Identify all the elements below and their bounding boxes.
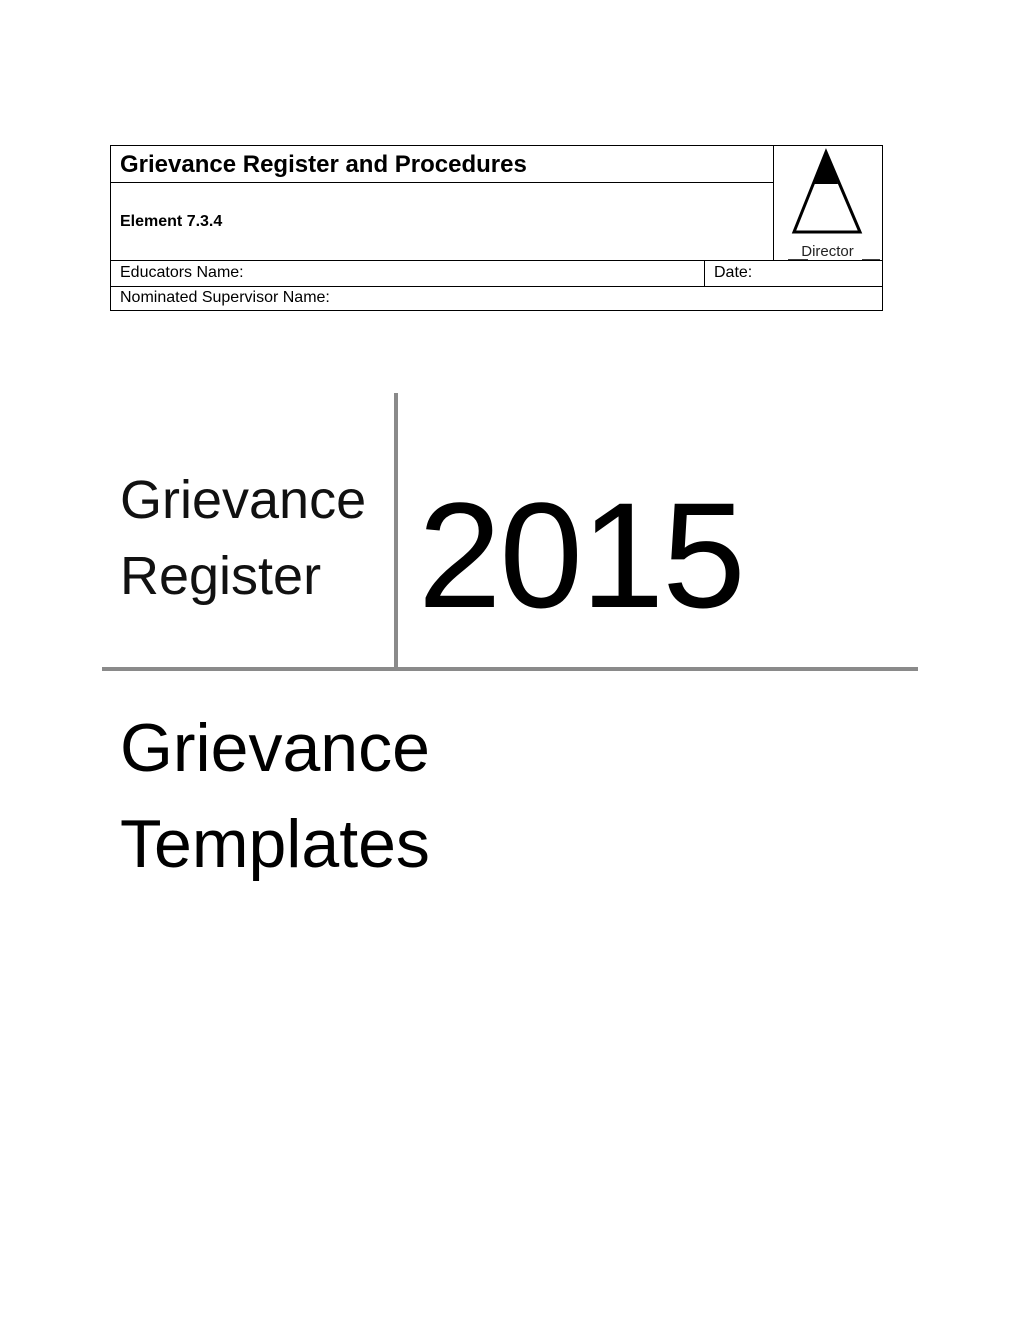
cover-title-line-1: Grievance (120, 470, 367, 530)
director-logo (774, 146, 881, 260)
header-table (110, 145, 883, 311)
supervisor-name-field: Nominated Supervisor Name: (120, 289, 330, 306)
cover-title-line-2: Register (120, 546, 322, 606)
supervisor-row (111, 286, 882, 310)
header-left-block (111, 146, 774, 260)
educators-row (111, 260, 882, 286)
cover-title (120, 462, 366, 614)
logo-caption: Director (801, 243, 854, 260)
horizontal-divider (102, 667, 918, 671)
subtitle-line-2: Templates (120, 806, 430, 882)
subtitle (120, 700, 430, 892)
educators-name-field: Educators Name: (111, 261, 705, 286)
element-reference: Element 7.3.4 (120, 213, 223, 230)
vertical-divider (394, 393, 398, 669)
document-title: Grievance Register and Procedures (111, 146, 773, 183)
cover-year: 2015 (418, 471, 744, 639)
date-field: Date: (714, 264, 753, 281)
subtitle-line-1: Grievance (120, 710, 430, 786)
